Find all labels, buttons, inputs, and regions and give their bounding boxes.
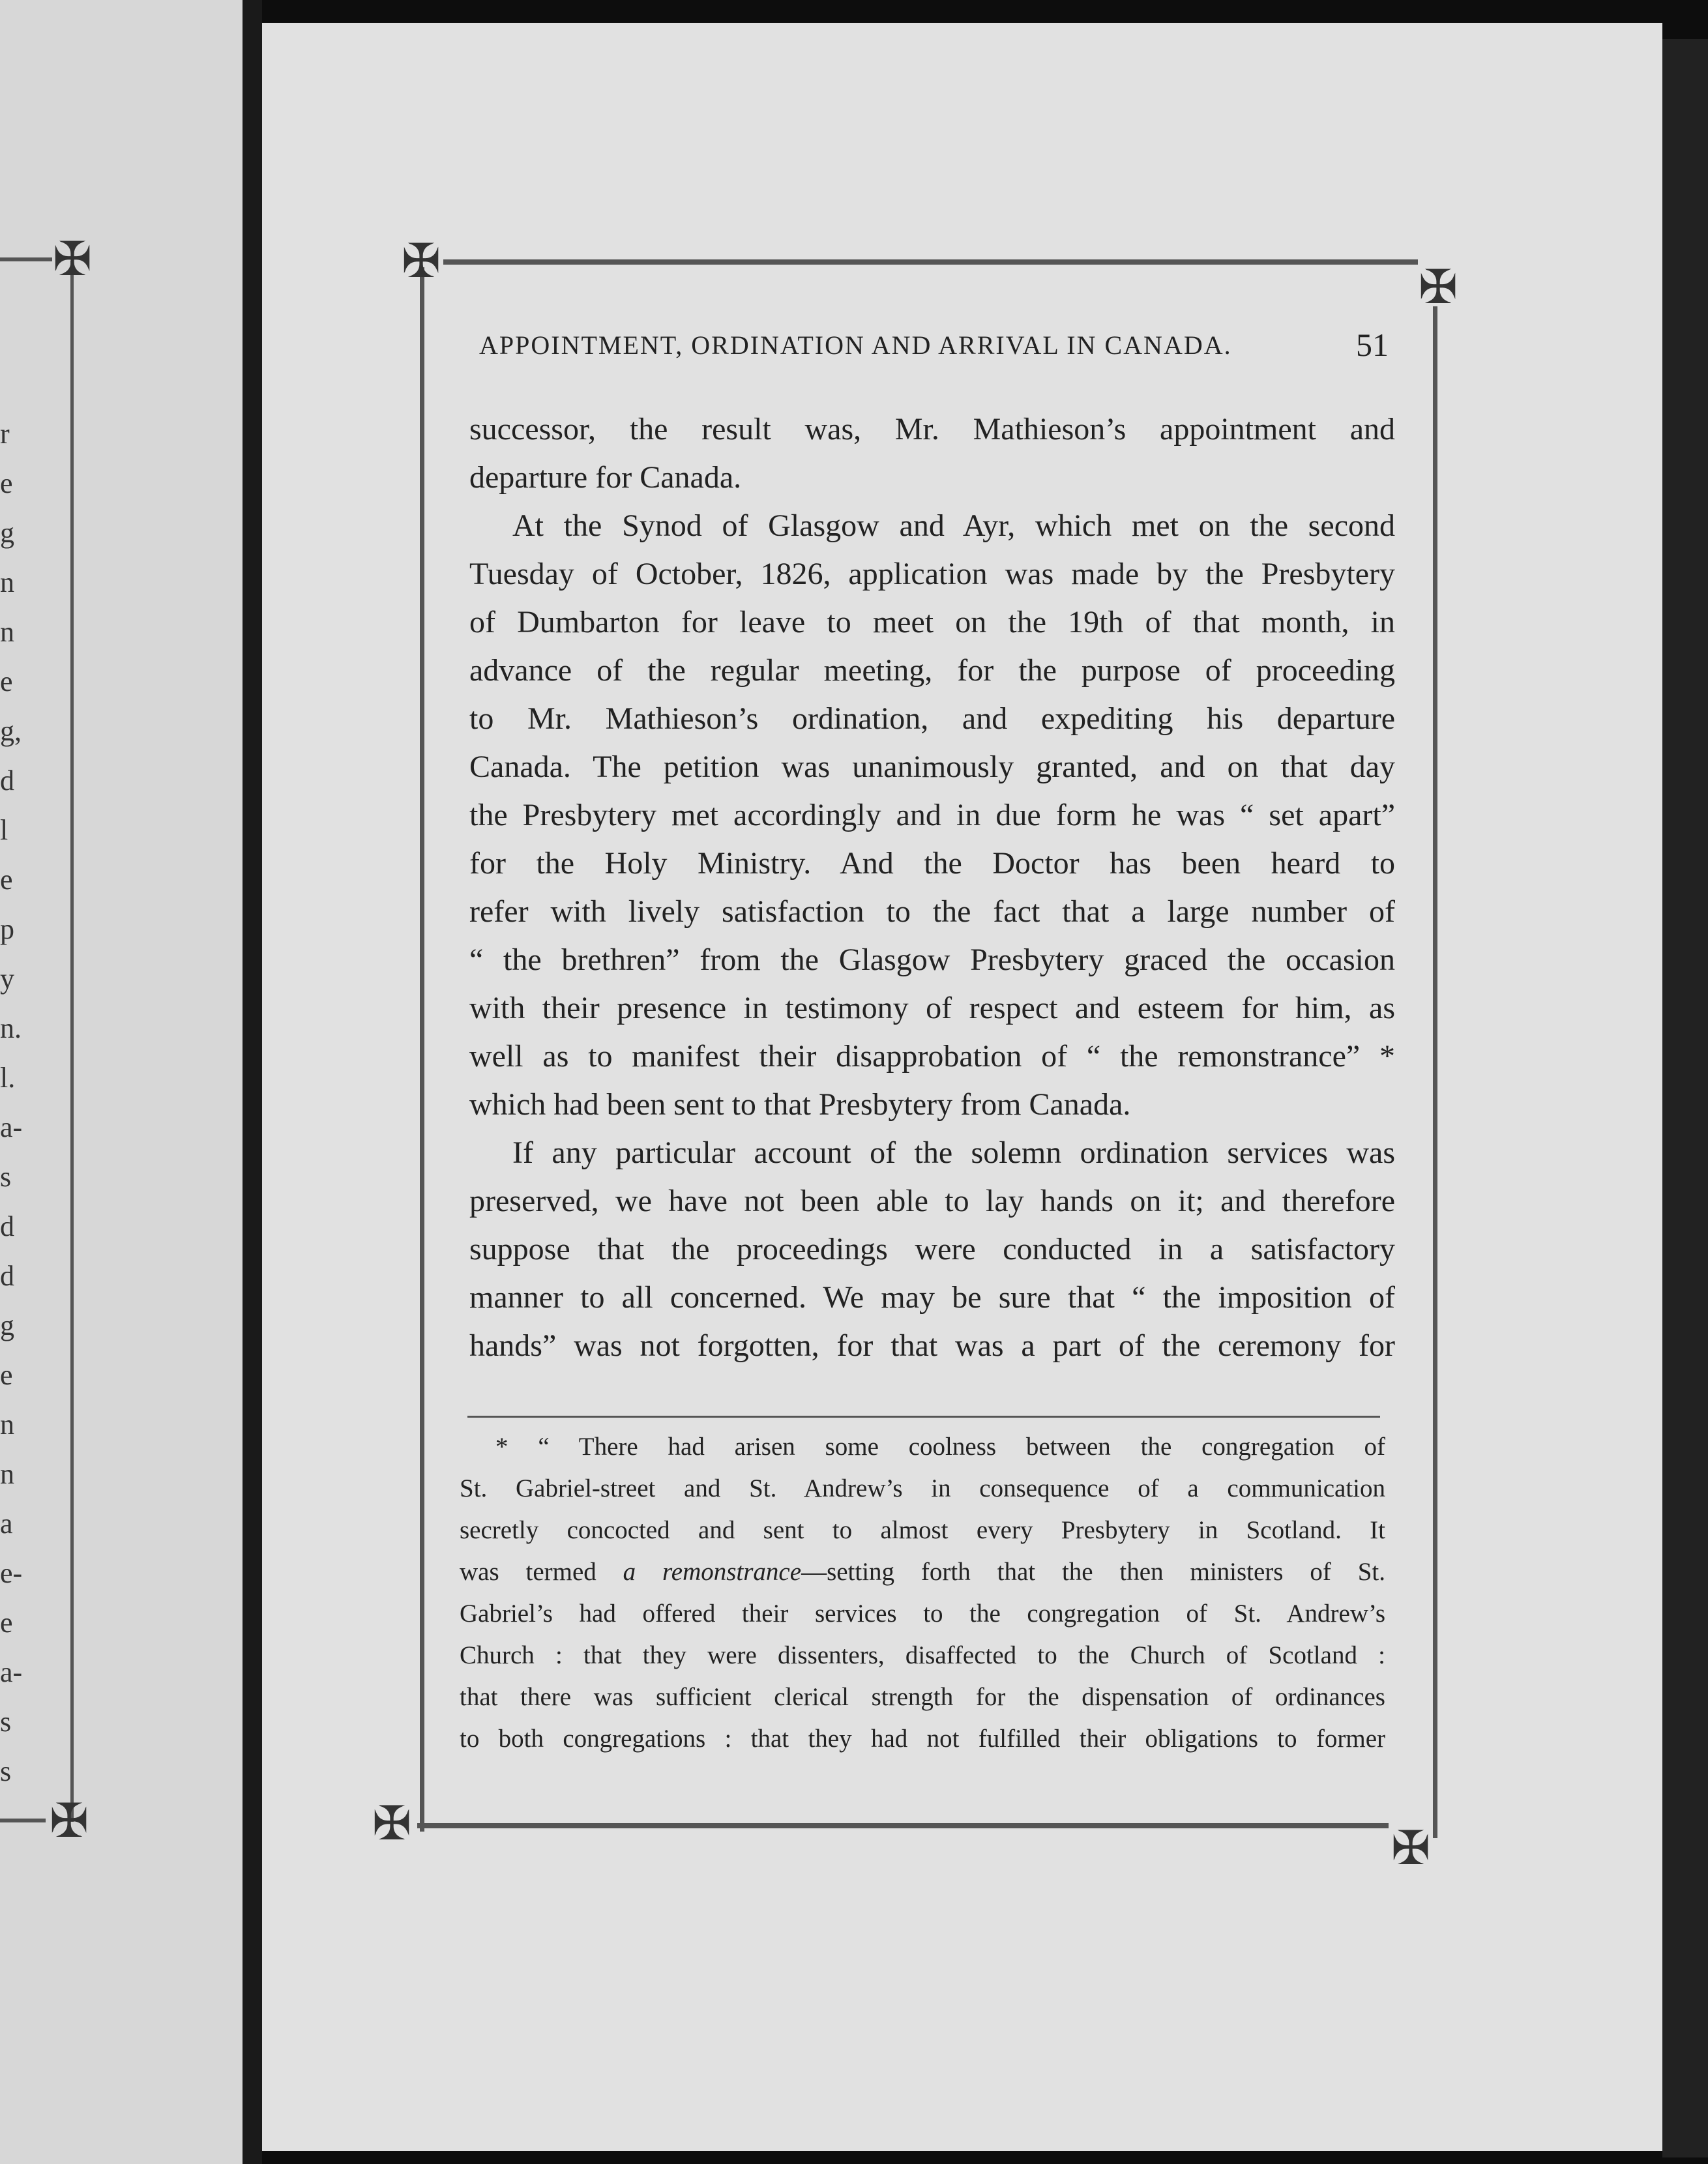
body-line: to Mr. Mathieson’s ordination, and expediting his departure [469,701,1395,736]
facing-page-letter: s [0,1161,12,1193]
body-line: hands” was not forgotten, for that was a part of the ceremony for [469,1328,1395,1363]
book-edge [1662,39,1708,2157]
page-number: 51 [1356,327,1389,363]
facing-page-letter: n [0,566,14,598]
facing-page-letter: e- [0,1557,23,1589]
body-line: Canada. The petition was unanimously granted, and on that day [469,750,1395,784]
facing-page-letter: e [0,1359,13,1391]
facing-page-letter: r [0,418,10,450]
body-line: “ the brethren” from the Glasgow Presbytery graced the occasion [469,943,1395,977]
footnote-line: * “ There had arisen some coolness between the congregation of [495,1433,1385,1461]
footnote-rule [467,1416,1380,1418]
facing-page-letter: d [0,1260,14,1292]
border-right [1433,306,1437,1838]
facing-page-letter: n [0,616,14,648]
facing-page-letter: e [0,665,13,697]
body-line: preserved, we have not been able to lay hands on it; and therefore [469,1184,1395,1218]
facing-page-letter: d [0,765,14,797]
facing-page-letter: d [0,1210,14,1242]
body-line: which had been sent to that Presbytery from Canada. [469,1087,1131,1122]
footnote-line: Gabriel’s had offered their services to the congregation of St. Andrew’s [460,1600,1385,1628]
facing-page-letter: g [0,1309,14,1341]
body-line: If any particular account of the solemn ordination services was [512,1135,1395,1170]
facing-page-letter: g [0,517,14,549]
body-line: well as to manifest their disapprobation of “ the remonstrance” * [469,1039,1395,1074]
facing-page-letter: p [0,913,14,945]
footnote-line: was termed a remonstrance—setting forth that the then ministers of St. [460,1558,1385,1586]
border-top [443,259,1418,265]
facing-page-letter: g, [0,715,22,747]
maltese-cross-ornament-icon: ✠ [401,235,441,287]
facing-page-letter: e [0,864,13,896]
left-page-border-side [70,261,74,1822]
body-line: At the Synod of Glasgow and Ayr, which met on the second [512,508,1395,543]
facing-page-letter: s [0,1706,12,1738]
maltese-cross-ornament-icon: ✠ [372,1798,412,1850]
facing-page-letter: e [0,467,13,499]
facing-page-letter: e [0,1607,13,1639]
facing-page-letter: n [0,1409,14,1440]
body-line: successor, the result was, Mr. Mathieson’s appointment and [469,412,1395,446]
maltese-cross-ornament-icon: ✠ [52,233,93,285]
facing-page-letter: n. [0,1012,22,1044]
left-page-border-top [0,257,52,261]
facing-page-letter: l. [0,1062,16,1094]
body-line: refer with lively satisfaction to the fact that a large number of [469,894,1395,929]
facing-page-letter: l [0,814,8,846]
border-left [420,267,424,1832]
gutter [243,0,262,2164]
footnote-line: St. Gabriel-street and St. Andrew’s in consequence of a communication [460,1474,1385,1502]
body-line: advance of the regular meeting, for the purpose of proceeding [469,653,1395,688]
left-page-border-bottom [0,1819,46,1822]
maltese-cross-ornament-icon: ✠ [49,1795,89,1847]
facing-page-letter: a- [0,1656,23,1688]
facing-page-letter: a- [0,1111,23,1143]
facing-page-left [0,0,243,2164]
facing-page-letter: n [0,1458,14,1490]
facing-page-letter: s [0,1755,12,1787]
running-head: APPOINTMENT, ORDINATION AND ARRIVAL IN CANADA. [479,330,1232,360]
footnote-line: Church : that they were dissenters, disaffected to the Church of Scotland : [460,1641,1385,1669]
body-line: for the Holy Ministry. And the Doctor has been heard to [469,846,1395,881]
footnote-line: to both congregations : that they had not fulfilled their obligations to former [460,1725,1385,1753]
body-line: with their presence in testimony of respect and esteem for him, as [469,991,1395,1025]
maltese-cross-ornament-icon: ✠ [1418,261,1458,314]
border-bottom [417,1823,1389,1828]
body-line: Tuesday of October, 1826, application was made by the Presbytery [469,557,1395,591]
facing-page-letter: a [0,1508,13,1540]
body-line: suppose that the proceedings were conducted in a satisfactory [469,1232,1395,1266]
footnote-line: secretly concocted and sent to almost every Presbytery in Scotland. It [460,1516,1385,1544]
body-line: of Dumbarton for leave to meet on the 19th of that month, in [469,605,1395,639]
body-line: the Presbytery met accordingly and in due form he was “ set apart” [469,798,1395,832]
footnote-line: that there was sufficient clerical strength for the dispensation of ordinances [460,1683,1385,1711]
facing-page-letter: y [0,963,14,995]
body-line: manner to all concerned. We may be sure that “ the imposition of [469,1280,1395,1315]
maltese-cross-ornament-icon: ✠ [1391,1822,1431,1875]
body-line: departure for Canada. [469,460,742,495]
